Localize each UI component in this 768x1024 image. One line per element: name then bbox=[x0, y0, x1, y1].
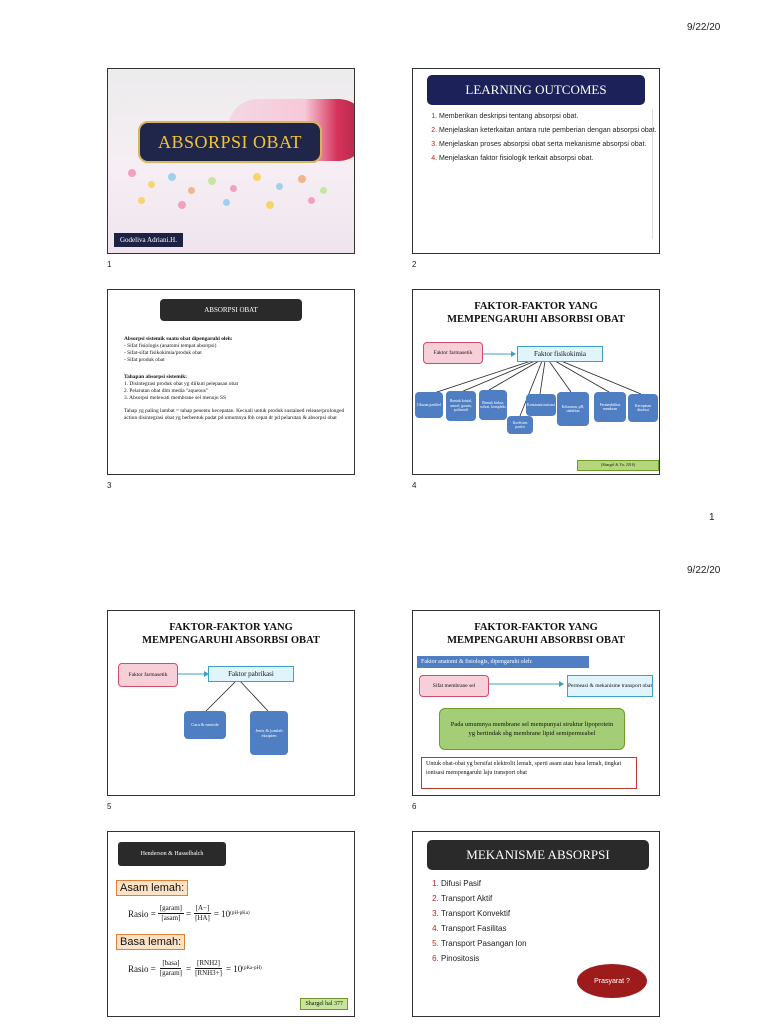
slide-henderson bbox=[107, 831, 355, 1017]
slide-body bbox=[124, 336, 346, 428]
acid-label: Asam lemah: bbox=[116, 880, 188, 896]
list-item: 2. Transport Aktif bbox=[441, 891, 527, 906]
note-text: Tahap yg paling lambat = tahap penentu kecepatan. Kecuali untuk produk sustained release/prolonged action disintegrasi obat yg berbentuk padat pd umumnya lbh cepat dr pd pelarutan & absorpsi obat bbox=[124, 408, 345, 421]
factor-box: Konstanta ionisasi bbox=[526, 394, 556, 416]
reference-note: (Shargel & Yu, 2016) bbox=[577, 460, 659, 471]
heading-line: FAKTOR-FAKTOR YANG bbox=[474, 622, 598, 633]
heading-line: MEMPENGARUHI ABSORBSI OBAT bbox=[447, 314, 625, 325]
equals-ten: = 10 bbox=[213, 908, 231, 919]
fraction-numerator: [basa] bbox=[162, 959, 180, 967]
factor-box: Jenis & jumlah eksipien bbox=[250, 711, 288, 755]
list-item: 6. Pinositosis bbox=[441, 951, 527, 966]
list-item: 1. Disintegrasi produk obat yg diikuti pelepasan obat bbox=[124, 381, 239, 387]
fraction-numerator: [RNH2] bbox=[197, 959, 220, 967]
pill-dot bbox=[208, 177, 216, 185]
farmasetik-box: Faktor farmasetik bbox=[423, 342, 483, 364]
slide-absorpsi bbox=[107, 289, 355, 475]
farmasetik-box: Faktor farmasetik bbox=[118, 663, 178, 687]
note-box: Untuk obat-obat yg bersifat elektrolit lemah, sperti asam atau basa lemah, tingkat ionisasi mempengaruhi laju transport obat bbox=[421, 757, 637, 789]
fraction-denominator: [asam] bbox=[161, 914, 181, 922]
pill-dot bbox=[253, 173, 261, 181]
pill-dot bbox=[178, 201, 186, 209]
pill-dot bbox=[168, 173, 176, 181]
pill-dot bbox=[148, 181, 155, 188]
slide-heading: MEKANISME ABSORPSI bbox=[427, 840, 649, 870]
pill-dot bbox=[266, 201, 274, 209]
pill-dot bbox=[320, 187, 327, 194]
list-item: 2. Menjelaskan keterkaitan antara rute pemberian dengan absorpsi obat. bbox=[439, 125, 659, 136]
slide-heading: LEARNING OUTCOMES bbox=[427, 75, 645, 105]
heading-line: MEMPENGARUHI ABSORBSI OBAT bbox=[447, 635, 625, 646]
intro-text: Absorpsi sistemik suatu obat dipengaruhi oleh: bbox=[124, 336, 233, 342]
pill-dot bbox=[230, 185, 237, 192]
list-item: - Sifat-sifat fisikokimia/produk obat bbox=[124, 350, 202, 356]
factor-box: Kecepatan disolusi bbox=[628, 394, 658, 422]
base-label: Basa lemah: bbox=[116, 934, 185, 950]
diagram-arrows bbox=[108, 611, 355, 796]
pill-dot bbox=[223, 199, 230, 206]
pill-dot bbox=[128, 169, 136, 177]
slide-number: 5 bbox=[107, 802, 112, 811]
factor-box: Ukuran partikel bbox=[415, 392, 443, 418]
diagram-arrows bbox=[413, 290, 660, 475]
pill-dot bbox=[298, 175, 306, 183]
factor-box: Bentuk hidrat, solvat, kompleks bbox=[479, 390, 507, 420]
slide-faktor-fisikokimia bbox=[412, 289, 660, 475]
slide-learning-outcomes bbox=[412, 68, 660, 254]
fraction-numerator: [garam] bbox=[159, 904, 182, 912]
factor-box: Bentuk kristal, amorf, garam, polimorfi bbox=[446, 391, 476, 421]
mechanism-list bbox=[427, 876, 527, 966]
list-item: 4. Menjelaskan faktor fisiologik terkait absorpsi obat. bbox=[439, 153, 659, 164]
exponent: (pH-pKa) bbox=[230, 911, 250, 916]
equals-ten: = 10 bbox=[225, 963, 243, 974]
membrane-box: Sifat membrane sel bbox=[419, 675, 489, 697]
author-label: Godeliva Adriani.H. bbox=[114, 233, 183, 247]
acid-formula: Rasio = $\frac{\text{[garam]}}{\text{[asam]}}$ = $\frac{[A-]}{[HA]}$ = 10 (pH-pKa) bbox=[128, 904, 250, 922]
list-item: 3. Menjelaskan proses absorpsi obat serta mekanisme absorpsi obat. bbox=[439, 139, 659, 150]
pill-dot bbox=[308, 197, 315, 204]
slide-heading: Henderson & Hasselbalch bbox=[118, 842, 226, 866]
factor-box: Cara & metode bbox=[184, 711, 226, 739]
fraction-denominator: [garam] bbox=[159, 969, 182, 977]
page-date: 9/22/20 bbox=[687, 22, 721, 33]
factor-box: Permeabilitas membran bbox=[594, 392, 626, 422]
section-bar: Faktor anatomi & fisiologis, dipengaruhi oleh: bbox=[417, 656, 589, 668]
slide-faktor-pabrikasi bbox=[107, 610, 355, 796]
slide-title bbox=[107, 68, 355, 254]
list-item: - Sifat fisiologis (anatomi tempat absorpsi) bbox=[124, 343, 217, 349]
ratio-label: Rasio = bbox=[128, 908, 156, 919]
list-item: 5. Transport Pasangan Ion bbox=[441, 936, 527, 951]
fraction-denominator: [RNH3+] bbox=[195, 969, 222, 977]
factor-box: Kelarutan, pH, stabilitas bbox=[557, 392, 589, 426]
slide-number: 1 bbox=[107, 260, 112, 269]
pabrikasi-box: Faktor pabrikasi bbox=[208, 666, 294, 682]
fraction-denominator: [HA] bbox=[195, 914, 210, 922]
list-item: 1. Difusi Pasif bbox=[441, 876, 527, 891]
list-item: 3. Transport Konvektif bbox=[441, 906, 527, 921]
pill-dot bbox=[188, 187, 195, 194]
prasyarat-button[interactable]: Prasyarat ? bbox=[577, 964, 647, 998]
slide-mekanisme bbox=[412, 831, 660, 1017]
ratio-label: Rasio = bbox=[128, 963, 156, 974]
slide-number: 2 bbox=[412, 260, 417, 269]
list-item: 3. Absorpsi melewati membrane sel menuju SS bbox=[124, 395, 226, 401]
steps-heading: Tahapan absorpsi sistemik: bbox=[124, 374, 188, 380]
factor-box: Koefisien partisi bbox=[507, 416, 533, 434]
heading-line: FAKTOR-FAKTOR YANG bbox=[169, 622, 293, 633]
pill-dot bbox=[276, 183, 283, 190]
slide-heading: ABSORPSI OBAT bbox=[160, 299, 302, 321]
slide-number: 3 bbox=[107, 481, 112, 490]
permeasi-box: Permeasi & mekanisme transport obat bbox=[567, 675, 653, 697]
slide-number: 6 bbox=[412, 802, 417, 811]
heading-line: FAKTOR-FAKTOR YANG bbox=[474, 301, 598, 312]
page-date: 9/22/20 bbox=[687, 565, 721, 576]
slide-title-text: ABSORPSI OBAT bbox=[138, 121, 322, 163]
base-formula: Rasio = $\frac{\text{[basa]}}{\text{[garam]}}$ = $\frac{\text{[RNH2]}}{\text{[RNH3+]}}$ = 10 (pKa-pH) bbox=[128, 959, 262, 977]
list-item: 1. Memberikan deskripsi tentang absorpsi obat. bbox=[439, 111, 659, 122]
page-number: 1 bbox=[709, 512, 715, 523]
fraction-numerator: [A−] bbox=[195, 904, 210, 912]
slide-number: 4 bbox=[412, 481, 417, 490]
info-box: Pada umumnya membrane sel mempunyai struktur lipoprotein yg bertindak sbg membrane lipid semipermeabel bbox=[439, 708, 625, 750]
reference-note: Shargel hal 377 bbox=[300, 998, 348, 1010]
slide-faktor-anatomi bbox=[412, 610, 660, 796]
fisikokimia-box: Faktor fisikokimia bbox=[517, 346, 603, 362]
list-item: 2. Pelarutan obat dlm media "aqueous" bbox=[124, 388, 209, 394]
heading-line: MEMPENGARUHI ABSORBSI OBAT bbox=[142, 635, 320, 646]
pill-dot bbox=[138, 197, 145, 204]
exponent: (pKa-pH) bbox=[242, 966, 262, 971]
list-item: - Sifat produk obat bbox=[124, 357, 165, 363]
list-item: 4. Transport Fasilitas bbox=[441, 921, 527, 936]
outcomes-list bbox=[425, 111, 659, 167]
